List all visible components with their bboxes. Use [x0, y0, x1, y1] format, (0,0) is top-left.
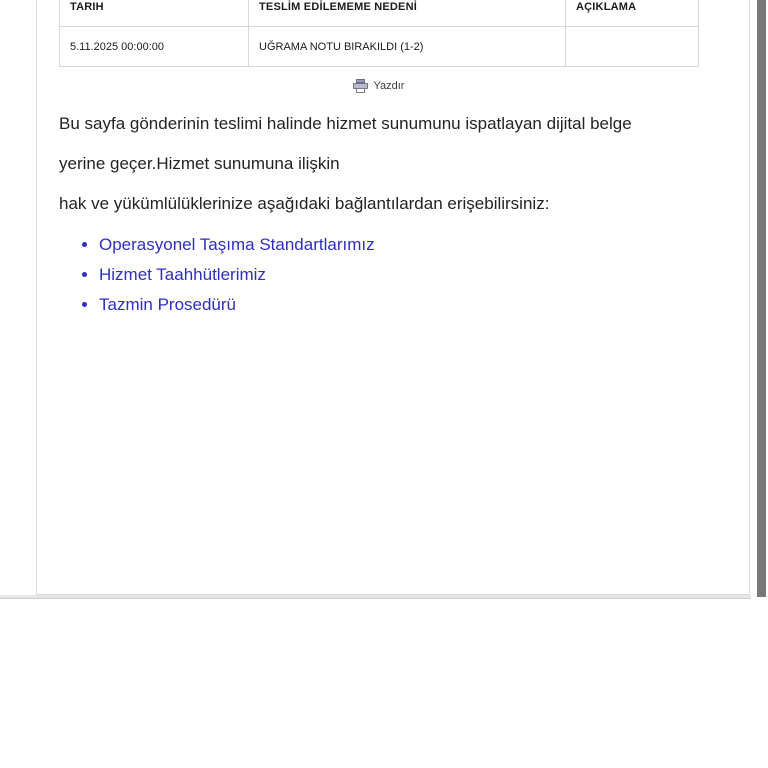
link-tazmin-proseduru[interactable]: Tazmin Prosedürü — [99, 295, 237, 314]
table-header-row — [60, 0, 699, 27]
printer-icon — [353, 79, 368, 93]
undelivered-table — [59, 0, 699, 67]
print-button-label: Yazdır — [373, 80, 405, 92]
cell-neden: UĞRAMA NOTU BIRAKILDI (1-2) — [249, 27, 566, 67]
notice-line-2: yerine geçer.Hizmet sunumuna ilişkin — [59, 154, 340, 173]
policy-links-list — [59, 230, 727, 320]
notice-line-3: hak ve yükümlülüklerinize aşağıdaki bağlantılardan erişebilirsiniz: — [59, 194, 550, 213]
column-header-neden: TESLİM EDİLEMEME NEDENİ — [249, 0, 566, 27]
cell-aciklama — [566, 27, 699, 67]
tracking-page-card — [36, 0, 750, 595]
vertical-scrollbar-thumb[interactable] — [757, 0, 766, 597]
link-operasyonel-tasima-standartlarimiz[interactable]: Operasyonel Taşıma Standartlarımız — [99, 235, 375, 254]
print-button[interactable] — [353, 79, 405, 93]
print-row — [59, 67, 698, 104]
page-content — [37, 0, 749, 320]
notice-line-1: Bu sayfa gönderinin teslimi halinde hizmet sunumunu ispatlayan dijital belge — [59, 114, 632, 133]
list-item — [99, 230, 727, 260]
table-row — [60, 27, 699, 67]
list-item — [99, 290, 727, 320]
cell-tarih: 5.11.2025 00:00:00 — [60, 27, 249, 67]
list-item — [99, 260, 727, 290]
link-hizmet-taahhutlerimiz[interactable]: Hizmet Taahhütlerimiz — [99, 265, 266, 284]
page-bottom-line — [0, 598, 751, 599]
column-header-tarih: TARIH — [60, 0, 249, 27]
column-header-aciklama: AÇIKLAMA — [566, 0, 699, 27]
